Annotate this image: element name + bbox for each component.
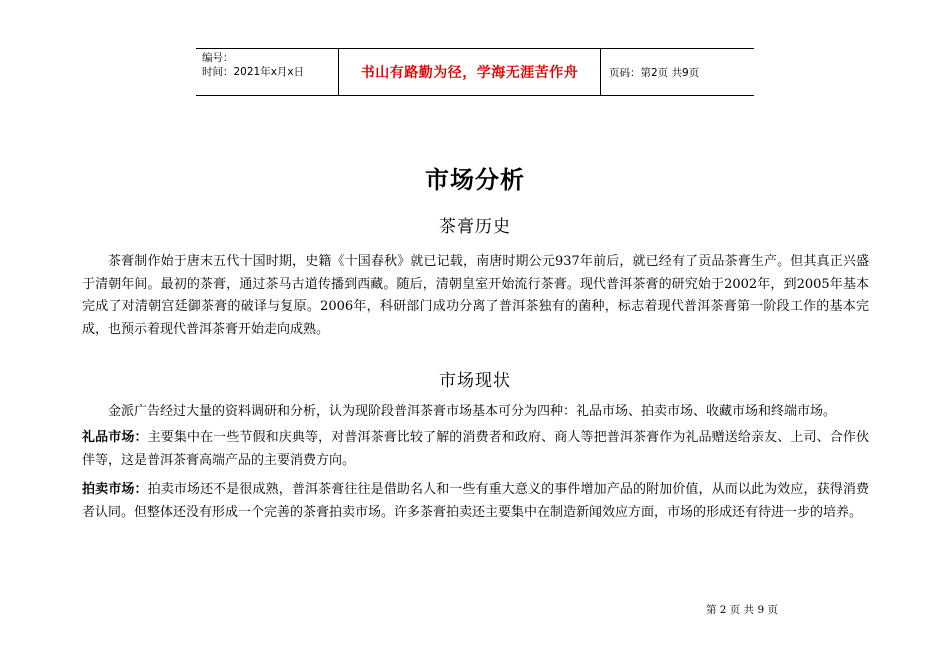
section-heading-history: 茶膏历史 [439,217,511,237]
auction-market-text: 拍卖市场还不是很成熟，普洱茶膏往往是借助名人和一些有重大意义的事件增加产品的附加价值，从而以此为效应，获得消费者认同。但整体还没有形成一个完善的茶膏拍卖市场。许多茶膏拍卖还主要集中在制造新闻效应方面，市场的形成还有待进一步的培养。 [82,482,869,520]
auction-market-paragraph [82,479,869,524]
number-label: 编号： [202,52,234,64]
document-header [196,48,754,96]
gift-market-text: 主要集中在一些节假和庆典等，对普洱茶膏比较了解的消费者和政府、商人等把普洱茶膏作为礼品赠送给亲友、上司、合作伙伴等，这是普洱茶膏高端产品的主要消费方向。 [82,430,869,468]
time-label: 时间：2021年x月x日 [202,66,305,78]
page-title: 市场分析 [425,166,525,194]
auction-market-label: 拍卖市场： [82,482,148,497]
header-page-code: 页码：第2页 共9页 [609,66,700,79]
market-intro-paragraph: 金派广告经过大量的资料调研和分析，认为现阶段普洱茶膏市场基本可分为四种：礼品市场、拍卖市场、收藏市场和终端市场。 [108,404,837,419]
history-paragraph: 茶膏制作始于唐末五代十国时期，史籍《十国春秋》就已记载，南唐时期公元937年前后，就已经有了贡品茶膏生产。但其真正兴盛于清朝年间。最初的茶膏，通过茶马古道传播到西藏。随后，清朝皇室开始流行茶膏。现代普洱茶膏的研究始于2002年，到2005年基本完成了对清朝宫廷御茶膏的破译与复原。2006年，科研部门成功分离了普洱茶独有的菌种，标志着现代普洱茶膏第一阶段工作的基本完成，也预示着现代普洱茶膏开始走向成熟。 [82,254,869,337]
page-footer: 第 2 页 共 9 页 [705,604,778,616]
header-motto: 书山有路勤为径，学海无涯苦作舟 [339,49,601,95]
gift-market-label: 礼品市场： [82,430,148,445]
header-meta-cell [196,49,339,95]
gift-market-paragraph [82,427,869,472]
section-heading-market: 市场现状 [439,371,511,391]
